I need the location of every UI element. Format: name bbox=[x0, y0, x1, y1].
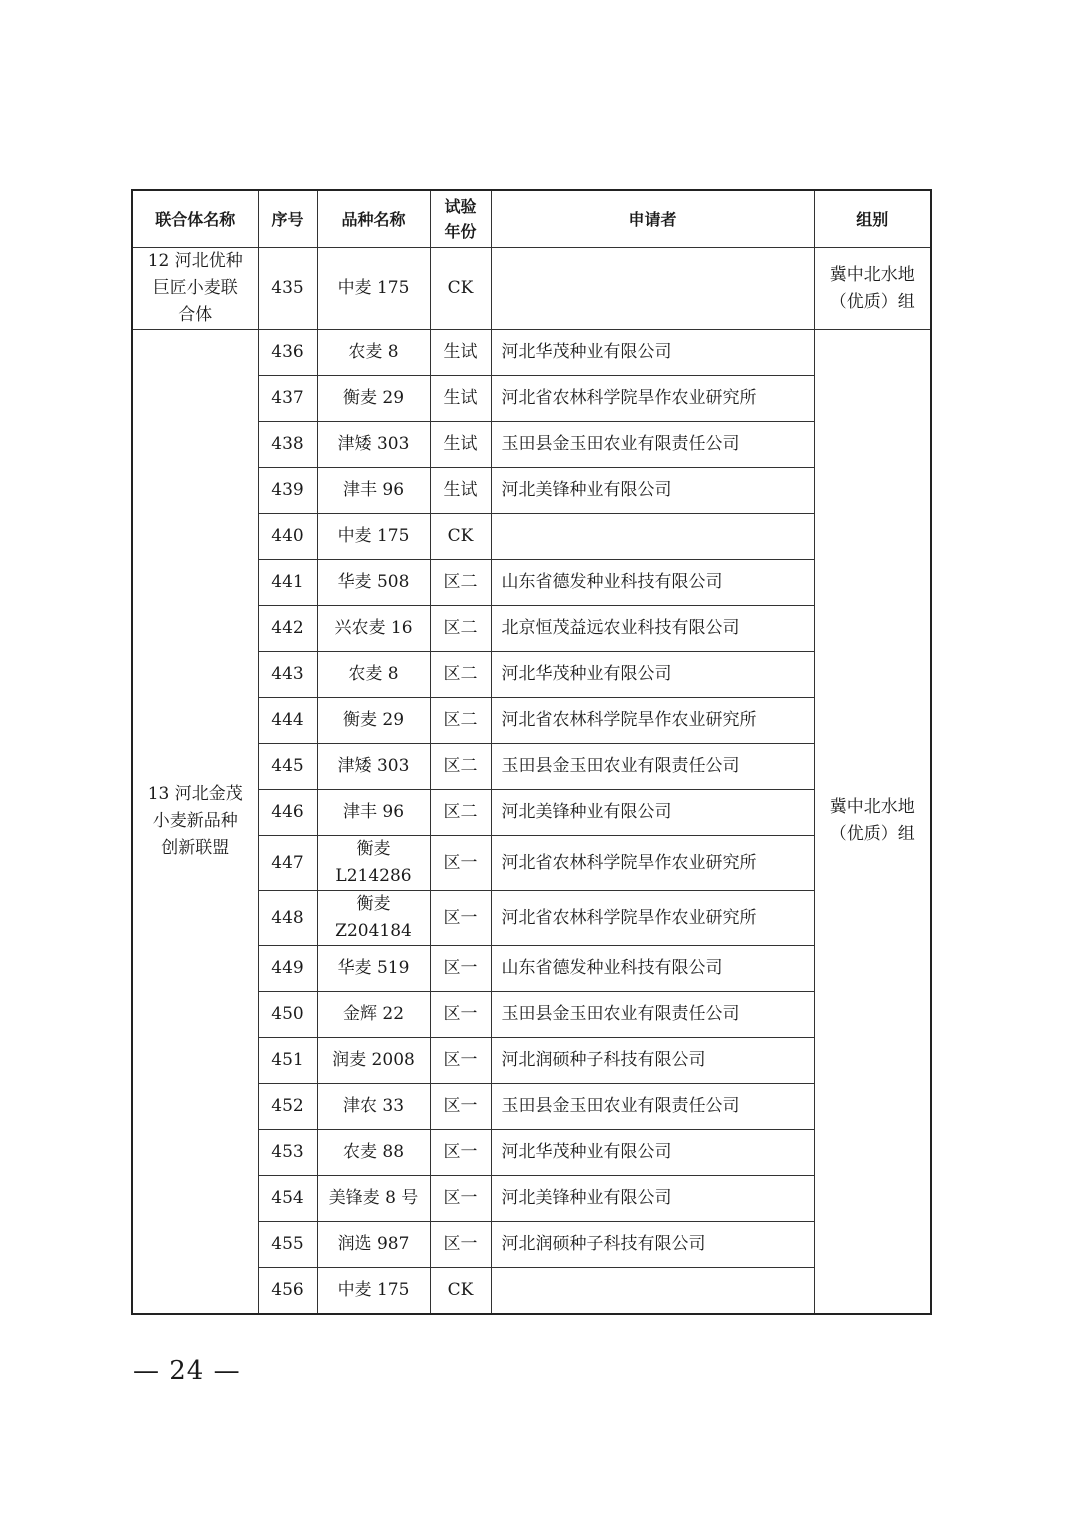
alliance-line: 合体 bbox=[178, 305, 213, 325]
year-cell: CK bbox=[430, 514, 491, 560]
year-cell: 生试 bbox=[430, 422, 491, 468]
table-row bbox=[132, 248, 931, 330]
applicant-cell bbox=[491, 1268, 814, 1314]
year-cell: CK bbox=[430, 248, 491, 330]
year-cell: 区一 bbox=[430, 1084, 491, 1130]
header-year-line1: 试验 bbox=[444, 197, 477, 216]
seq-cell: 450 bbox=[258, 992, 317, 1038]
header-alliance: 联合体名称 bbox=[132, 190, 258, 248]
header-row bbox=[132, 190, 931, 248]
year-cell: 区一 bbox=[430, 1038, 491, 1084]
applicant-cell: 玉田县金玉田农业有限责任公司 bbox=[491, 992, 814, 1038]
table-row bbox=[132, 330, 931, 376]
variety-cell: 津丰 96 bbox=[317, 468, 430, 514]
variety-table bbox=[131, 189, 932, 1315]
year-cell: 生试 bbox=[430, 468, 491, 514]
year-cell: CK bbox=[430, 1268, 491, 1314]
variety-cell: 润选 987 bbox=[317, 1222, 430, 1268]
variety-cell: 金辉 22 bbox=[317, 992, 430, 1038]
applicant-cell bbox=[491, 514, 814, 560]
alliance-name-13 bbox=[132, 330, 258, 1314]
year-cell: 区二 bbox=[430, 560, 491, 606]
seq-cell: 437 bbox=[258, 376, 317, 422]
header-variety: 品种名称 bbox=[317, 190, 430, 248]
applicant-cell: 河北美锋种业有限公司 bbox=[491, 468, 814, 514]
year-cell: 区二 bbox=[430, 652, 491, 698]
seq-cell: 440 bbox=[258, 514, 317, 560]
seq-cell: 441 bbox=[258, 560, 317, 606]
year-cell: 区一 bbox=[430, 1222, 491, 1268]
variety-cell: 衡麦 29 bbox=[317, 698, 430, 744]
applicant-cell: 河北润硕种子科技有限公司 bbox=[491, 1038, 814, 1084]
applicant-cell bbox=[491, 248, 814, 330]
group-cell-12 bbox=[814, 248, 931, 330]
seq-cell: 446 bbox=[258, 790, 317, 836]
group-line: （优质）组 bbox=[829, 824, 915, 845]
variety-line: Z204184 bbox=[335, 921, 412, 941]
seq-cell: 438 bbox=[258, 422, 317, 468]
year-cell: 区一 bbox=[430, 1176, 491, 1222]
variety-cell: 津农 33 bbox=[317, 1084, 430, 1130]
applicant-cell: 河北省农林科学院旱作农业研究所 bbox=[491, 698, 814, 744]
variety-cell: 津丰 96 bbox=[317, 790, 430, 836]
year-cell: 区一 bbox=[430, 836, 491, 891]
seq-cell: 439 bbox=[258, 468, 317, 514]
year-cell: 区二 bbox=[430, 790, 491, 836]
applicant-cell: 河北美锋种业有限公司 bbox=[491, 790, 814, 836]
header-applicant: 申请者 bbox=[491, 190, 814, 248]
applicant-cell: 河北润硕种子科技有限公司 bbox=[491, 1222, 814, 1268]
variety-cell: 中麦 175 bbox=[317, 1268, 430, 1314]
seq-cell: 442 bbox=[258, 606, 317, 652]
applicant-cell: 玉田县金玉田农业有限责任公司 bbox=[491, 422, 814, 468]
seq-cell: 456 bbox=[258, 1268, 317, 1314]
variety-cell bbox=[317, 836, 430, 891]
applicant-cell: 河北省农林科学院旱作农业研究所 bbox=[491, 891, 814, 946]
variety-cell: 津矮 303 bbox=[317, 422, 430, 468]
applicant-cell: 北京恒茂益远农业科技有限公司 bbox=[491, 606, 814, 652]
alliance-line: 13 河北金茂 bbox=[147, 783, 243, 804]
seq-cell: 454 bbox=[258, 1176, 317, 1222]
header-group: 组别 bbox=[814, 190, 931, 248]
seq-cell: 451 bbox=[258, 1038, 317, 1084]
applicant-cell: 山东省德发种业科技有限公司 bbox=[491, 946, 814, 992]
alliance-line: 巨匠小麦联 bbox=[152, 278, 238, 298]
seq-cell: 444 bbox=[258, 698, 317, 744]
seq-cell: 453 bbox=[258, 1130, 317, 1176]
seq-cell: 452 bbox=[258, 1084, 317, 1130]
variety-line: 衡麦 bbox=[356, 894, 391, 914]
variety-cell: 津矮 303 bbox=[317, 744, 430, 790]
variety-cell bbox=[317, 891, 430, 946]
seq-cell: 443 bbox=[258, 652, 317, 698]
applicant-cell: 玉田县金玉田农业有限责任公司 bbox=[491, 744, 814, 790]
applicant-cell: 河北华茂种业有限公司 bbox=[491, 652, 814, 698]
header-year-line2: 年份 bbox=[444, 222, 477, 241]
year-cell: 区二 bbox=[430, 744, 491, 790]
variety-cell: 衡麦 29 bbox=[317, 376, 430, 422]
seq-cell: 435 bbox=[258, 248, 317, 330]
variety-line: 衡麦 bbox=[356, 839, 391, 859]
variety-line: L214286 bbox=[335, 866, 412, 886]
seq-cell: 448 bbox=[258, 891, 317, 946]
seq-cell: 436 bbox=[258, 330, 317, 376]
variety-cell: 华麦 519 bbox=[317, 946, 430, 992]
variety-cell: 华麦 508 bbox=[317, 560, 430, 606]
applicant-cell: 河北美锋种业有限公司 bbox=[491, 1176, 814, 1222]
table-body bbox=[132, 248, 931, 1314]
page-number: — 24 — bbox=[133, 1356, 241, 1386]
variety-cell: 兴农麦 16 bbox=[317, 606, 430, 652]
seq-cell: 447 bbox=[258, 836, 317, 891]
year-cell: 生试 bbox=[430, 330, 491, 376]
applicant-cell: 玉田县金玉田农业有限责任公司 bbox=[491, 1084, 814, 1130]
applicant-cell: 山东省德发种业科技有限公司 bbox=[491, 560, 814, 606]
group-cell-13 bbox=[814, 330, 931, 1314]
variety-cell: 农麦 8 bbox=[317, 652, 430, 698]
group-line: 冀中北水地 bbox=[829, 797, 915, 818]
variety-cell: 美锋麦 8 号 bbox=[317, 1176, 430, 1222]
alliance-name-12 bbox=[132, 248, 258, 330]
applicant-cell: 河北华茂种业有限公司 bbox=[491, 330, 814, 376]
variety-cell: 中麦 175 bbox=[317, 248, 430, 330]
alliance-line: 小麦新品种 bbox=[152, 810, 238, 831]
group-line: 冀中北水地 bbox=[829, 264, 915, 285]
applicant-cell: 河北省农林科学院旱作农业研究所 bbox=[491, 376, 814, 422]
variety-cell: 农麦 88 bbox=[317, 1130, 430, 1176]
seq-cell: 455 bbox=[258, 1222, 317, 1268]
alliance-line: 创新联盟 bbox=[161, 837, 230, 858]
variety-cell: 农麦 8 bbox=[317, 330, 430, 376]
year-cell: 区一 bbox=[430, 946, 491, 992]
seq-cell: 445 bbox=[258, 744, 317, 790]
applicant-cell: 河北华茂种业有限公司 bbox=[491, 1130, 814, 1176]
alliance-line: 12 河北优种 bbox=[147, 251, 243, 271]
applicant-cell: 河北省农林科学院旱作农业研究所 bbox=[491, 836, 814, 891]
header-seq: 序号 bbox=[258, 190, 317, 248]
group-line: （优质）组 bbox=[829, 291, 915, 312]
year-cell: 区一 bbox=[430, 1130, 491, 1176]
year-cell: 区二 bbox=[430, 698, 491, 744]
year-cell: 生试 bbox=[430, 376, 491, 422]
year-cell: 区一 bbox=[430, 992, 491, 1038]
variety-cell: 中麦 175 bbox=[317, 514, 430, 560]
year-cell: 区二 bbox=[430, 606, 491, 652]
year-cell: 区一 bbox=[430, 891, 491, 946]
seq-cell: 449 bbox=[258, 946, 317, 992]
variety-cell: 润麦 2008 bbox=[317, 1038, 430, 1084]
header-year bbox=[430, 190, 491, 248]
